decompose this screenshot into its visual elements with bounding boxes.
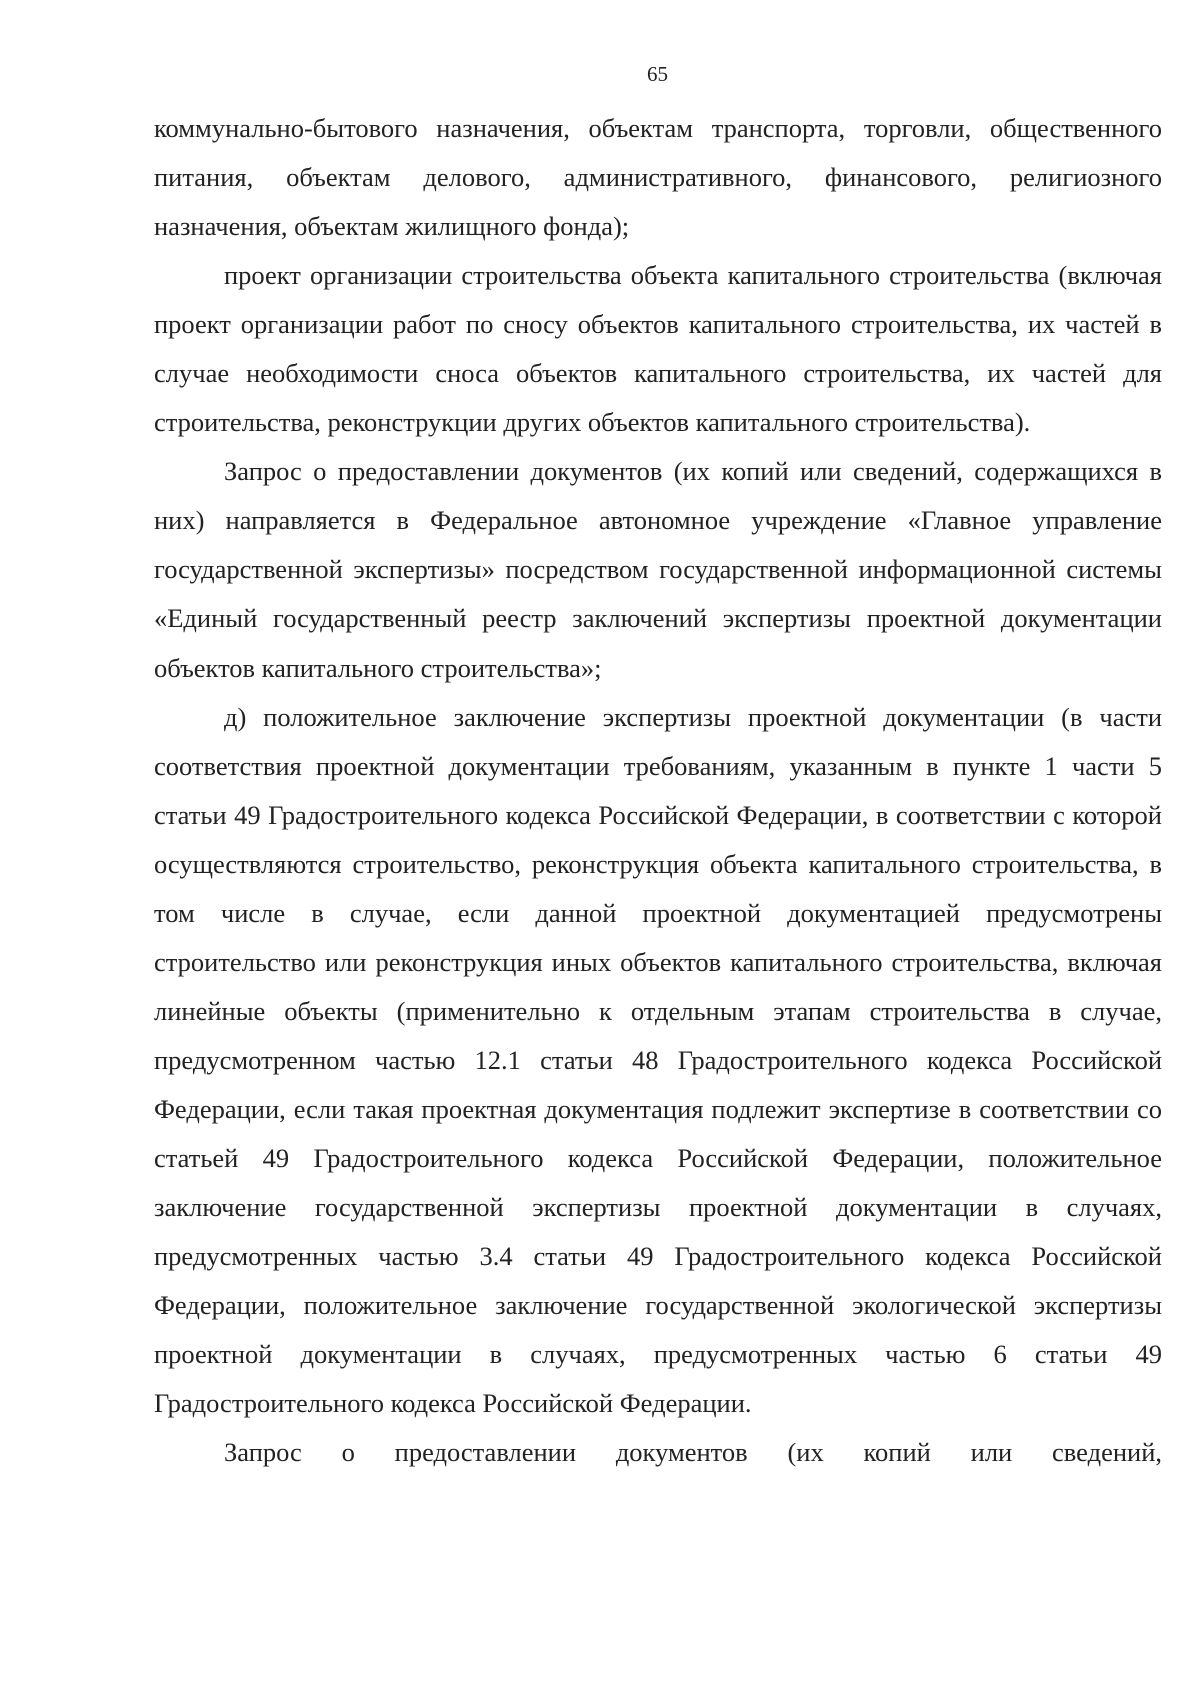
paragraph-1: коммунально-бытового назначения, объектам транспорта, торговли, общественного питания, объектам делового, административного, финансового, религиозного назначения, объектам жилищного фонда);: [154, 113, 1162, 242]
paragraph-2: проект организации строительства объекта капитального строительства (включая проект организации работ по сносу объектов капитального строительства, их частей в случае необходимости сноса объектов капитального строительства, их частей для строительства, реконструкции других объектов капитального строительства).: [154, 260, 1162, 438]
paragraph-5: Запрос о предоставлении документов (их копий или сведений,: [224, 1437, 1162, 1468]
page-number: 65: [647, 62, 668, 86]
paragraph-4: д) положительное заключение экспертизы проектной документации (в части соответствия проектной документации требованиям, указанным в пункте 1 части 5 статьи 49 Градостроительного кодекса Российской Федерации, в соответствии с которой осуществляются строительство, реконструкция объекта капитального строительства, в том числе в случае, если данной проектной документацией предусмотрены строительство или реконструкция иных объектов капитального строительства, включая линейные объекты (применительно к отдельным этапам строительства в случае, предусмотренном частью 12.1 статьи 48 Градостроительного кодекса Российской Федерации, если такая проектная документация подлежит экспертизе в соответствии со статьей 49 Градостроительного кодекса Российской Федерации, положительное заключение государственной экспертизы проектной документации в случаях, предусмотренных частью 3.4 статьи 49 Градостроительного кодекса Российской Федерации, положительное заключение государственной экологической экспертизы проектной документации в случаях, предусмотренных частью 6 статьи 49 Градостроительного кодекса Российской Федерации.: [154, 701, 1162, 1419]
paragraph-3: Запрос о предоставлении документов (их копий или сведений, содержащихся в них) направляется в Федеральное автономное учреждение «Главное управление государственной экспертизы» посредством государственной информационной системы «Единый государственный реестр заключений экспертизы проектной документации объектов капитального строительства»;: [154, 456, 1162, 683]
document-body: [154, 104, 1162, 1477]
